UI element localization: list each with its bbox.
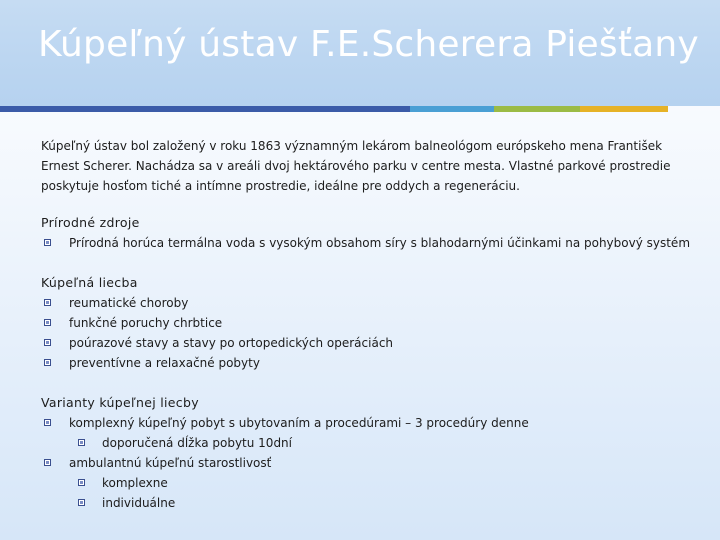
accent-band-main — [0, 106, 410, 112]
treatment-variants-list — [41, 413, 691, 513]
square-bullet-icon — [78, 499, 85, 506]
list-item: preventívne a relaxačné pobyty — [41, 353, 691, 373]
section-heading-natural-resources: Prírodné zdroje — [41, 215, 140, 230]
accent-band-gold — [580, 106, 668, 112]
slide-body — [41, 136, 691, 513]
list-item: funkčné poruchy chrbtice — [41, 313, 691, 333]
intro-paragraph: Kúpeľný ústav bol založený v roku 1863 významným lekárom balneológom európskeho mena František Ernest Scherer. Nachádza sa v areáli dvoj hektárového parku v centre mesta. Vlastné parkové prostredie poskytuje hosťom tiché a intímne prostredie, ideálne pre oddych a regeneráciu. — [41, 139, 671, 193]
title-area — [0, 0, 720, 106]
list-item: Prírodná horúca termálna voda s vysokým obsahom síry s blahodarnými účinkami na pohybový systém — [41, 233, 691, 253]
list-item: poúrazové stavy a stavy po ortopedických operáciách — [41, 333, 691, 353]
square-bullet-icon — [44, 239, 51, 246]
spa-treatment-list — [41, 293, 691, 373]
accent-band-green — [494, 106, 580, 112]
section-heading-spa-treatment: Kúpeľná liecba — [41, 275, 138, 290]
square-bullet-icon — [44, 419, 51, 426]
section-heading-treatment-variants: Varianty kúpeľnej liecby — [41, 395, 199, 410]
square-bullet-icon — [44, 339, 51, 346]
list-item: ambulantnú kúpeľnú starostlivosť — [41, 453, 691, 473]
list-item: komplexný kúpeľný pobyt s ubytovaním a procedúrami – 3 procedúry denne — [41, 413, 691, 433]
square-bullet-icon — [78, 479, 85, 486]
sub-list-item: komplexne — [41, 473, 691, 493]
square-bullet-icon — [44, 299, 51, 306]
square-bullet-icon — [44, 319, 51, 326]
slide-title: Kúpeľný ústav F.E.Scherera Piešťany — [38, 24, 699, 65]
square-bullet-icon — [44, 359, 51, 366]
accent-band-blue — [410, 106, 494, 112]
square-bullet-icon — [78, 439, 85, 446]
natural-resources-list — [41, 233, 691, 253]
list-item: reumatické choroby — [41, 293, 691, 313]
sub-list-item: individuálne — [41, 493, 691, 513]
sub-list-item: doporučená dĺžka pobytu 10dní — [41, 433, 691, 453]
square-bullet-icon — [44, 459, 51, 466]
